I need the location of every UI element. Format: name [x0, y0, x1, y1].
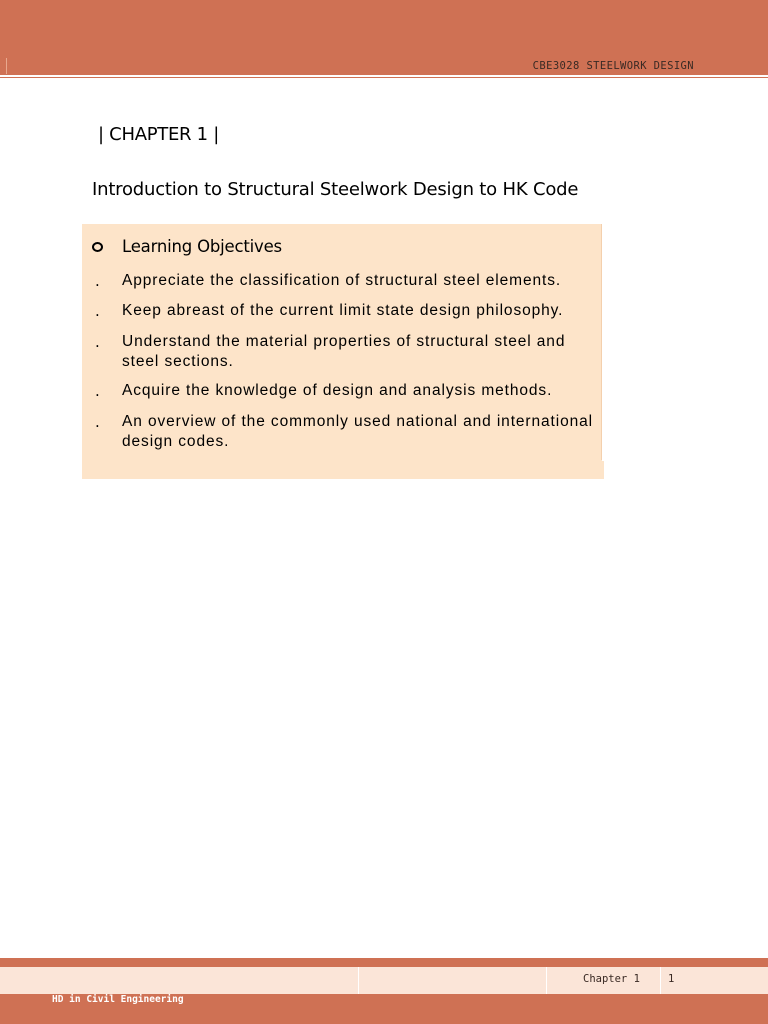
objectives-heading: Learning Objectives [122, 237, 282, 256]
footer-chapter-label: Chapter 1 [583, 973, 640, 985]
header-bar [0, 0, 768, 58]
objective-text: An overview of the commonly used national and international design codes. [122, 413, 593, 450]
page-title: Introduction to Structural Steelwork Design to HK Code [92, 179, 579, 200]
objective-text: Keep abreast of the current limit state design philosophy. [122, 302, 564, 319]
objective-item [95, 412, 595, 452]
learning-objectives-box [82, 224, 602, 479]
footer-rule [0, 958, 768, 967]
box-foot [602, 461, 604, 479]
bullet-icon: . [95, 333, 100, 351]
bullet-icon: . [95, 382, 100, 400]
header-divider [6, 58, 7, 74]
ring-bullet-icon [92, 242, 103, 252]
footer-strip [0, 967, 768, 994]
objective-item [95, 381, 595, 401]
bullet-icon: . [95, 413, 100, 431]
objective-text: Acquire the knowledge of design and analysis methods. [122, 382, 553, 399]
objective-item [95, 271, 595, 291]
footer-divider [660, 967, 661, 994]
header-rule [0, 74, 768, 75]
page-number: 1 [668, 973, 675, 985]
bullet-icon: . [95, 272, 100, 290]
footer-bar [0, 994, 768, 1024]
footer-divider [546, 967, 547, 994]
bullet-icon: . [95, 302, 100, 320]
chapter-label: | CHAPTER 1 | [98, 124, 219, 145]
objective-text: Understand the material properties of structural steel and steel sections. [122, 333, 566, 370]
program-name: HD in Civil Engineering [52, 994, 184, 1005]
objective-item [95, 332, 595, 372]
box-edge [601, 224, 602, 460]
course-code: CBE3028 STEELWORK DESIGN [532, 60, 694, 72]
header-rule [0, 77, 768, 78]
objectives-header [92, 237, 282, 256]
footer-divider [358, 967, 359, 994]
objective-text: Appreciate the classification of structural steel elements. [122, 272, 562, 289]
objective-item [95, 301, 595, 321]
